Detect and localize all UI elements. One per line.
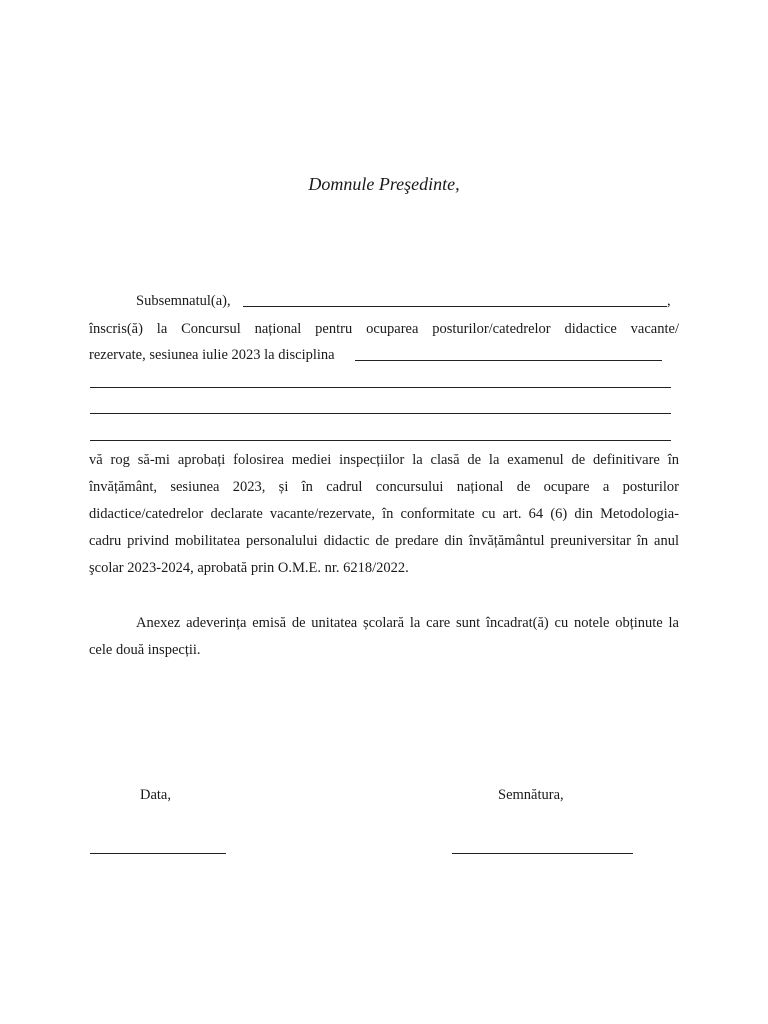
discipline-label: rezervate, sesiunea iulie 2023 la disciplina bbox=[89, 347, 335, 363]
enrollment-text: înscris(ă) la Concursul național pentru ocuparea posturilor/catedrelor didactice vacante/ bbox=[89, 321, 679, 337]
undersigned-label: Subsemnatul(a), bbox=[136, 293, 231, 309]
discipline-blank-line-2[interactable] bbox=[90, 387, 671, 388]
name-blank-line[interactable] bbox=[243, 306, 667, 307]
name-line-comma: , bbox=[667, 293, 671, 309]
annex-line-1: Anexez adeverința emisă de unitatea școlară la care sunt încadrat(ă) cu notele obținute la bbox=[136, 615, 679, 631]
body-line-1: vă rog să-mi aprobați folosirea mediei inspecțiilor la clasă de la examenul de definitivare în bbox=[89, 452, 679, 468]
discipline-blank-line-3[interactable] bbox=[90, 413, 671, 414]
date-blank-line[interactable] bbox=[90, 853, 226, 854]
body-line-5: şcolar 2023-2024, aprobată prin O.M.E. nr. 6218/2022. bbox=[89, 560, 409, 576]
body-line-4: cadru privind mobilitatea personalului didactic de predare din învățământul preuniversitar în anul bbox=[89, 533, 679, 549]
discipline-blank-line[interactable] bbox=[355, 360, 662, 361]
body-line-3: didactice/catedrelor declarate vacante/rezervate, în conformitate cu art. 64 (6) din Metodologia- bbox=[89, 506, 679, 522]
signature-blank-line[interactable] bbox=[452, 853, 633, 854]
salutation: Domnule Preşedinte, bbox=[308, 174, 460, 194]
body-line-2: învățământ, sesiunea 2023, și în cadrul concursului național de ocupare a posturilor bbox=[89, 479, 679, 495]
signature-label: Semnătura, bbox=[498, 787, 564, 803]
discipline-blank-line-4[interactable] bbox=[90, 440, 671, 441]
date-label: Data, bbox=[140, 787, 171, 803]
annex-line-2: cele două inspecții. bbox=[89, 642, 201, 658]
